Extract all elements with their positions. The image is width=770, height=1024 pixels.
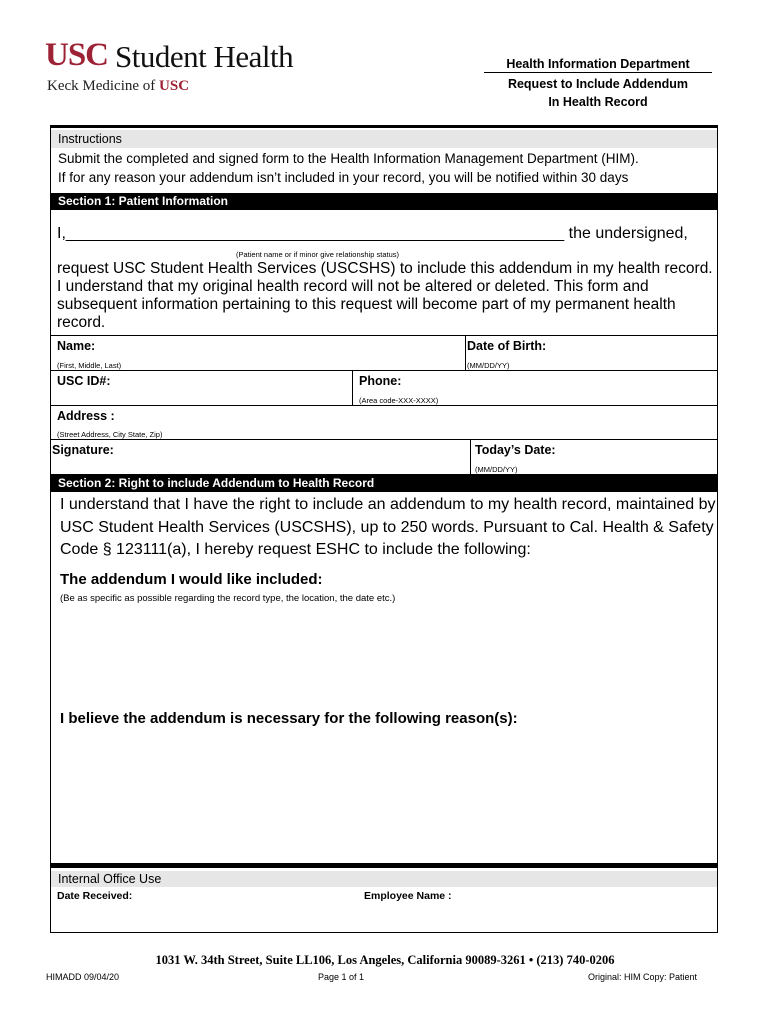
form-subtitle: In Health Record — [548, 95, 648, 109]
department-underline — [484, 72, 712, 73]
keck-prefix: Keck Medicine of — [47, 78, 160, 94]
keck-usc: USC — [159, 78, 190, 94]
form-id: HIMADD 09/04/20 — [46, 972, 120, 982]
instructions-line-2: If for any reason your addendum isn’t included in your record, you will be notified within 30 days — [58, 170, 629, 185]
office-heading: Internal Office Use — [51, 871, 717, 887]
address-field[interactable] — [125, 407, 710, 429]
instructions-line-1: Submit the completed and signed form to the Health Information Management Department (HIM). — [58, 151, 639, 166]
grid-line — [51, 335, 718, 336]
logo-usc-text: USC — [45, 37, 109, 73]
today-date-hint: (MM/DD/YY) — [475, 465, 518, 474]
today-date-field[interactable] — [565, 441, 715, 463]
today-date-label: Today’s Date: — [475, 443, 556, 457]
undersigned-suffix: the undersigned, — [564, 225, 688, 242]
uscid-label: USC ID#: — [57, 374, 111, 388]
instructions-text — [58, 149, 718, 187]
addendum-hint: (Be as specific as possible regarding the record type, the location, the date etc.) — [60, 593, 396, 604]
dob-hint: (MM/DD/YY) — [467, 361, 510, 370]
phone-label: Phone: — [359, 374, 402, 388]
uscid-field[interactable] — [120, 372, 348, 402]
reason-title: I believe the addendum is necessary for the following reason(s): — [60, 710, 518, 727]
form-title: Request to Include Addendum — [507, 77, 689, 91]
name-hint: (First, Middle, Last) — [57, 361, 122, 370]
signature-label: Signature: — [52, 443, 114, 457]
employee-name-label: Employee Name : — [364, 890, 452, 902]
grid-divider — [352, 370, 353, 405]
name-label: Name: — [57, 339, 96, 353]
grid-divider — [465, 335, 466, 370]
patient-name-hint: (Patient name or if minor give relationship status) — [236, 250, 399, 259]
grid-line — [51, 370, 718, 371]
reason-field[interactable] — [58, 735, 713, 855]
footer-address: 1031 W. 34th Street, Suite LL106, Los Angeles, California 90089-3261 • (213) 740-0206 — [155, 953, 615, 967]
dob-label: Date of Birth: — [467, 339, 547, 353]
signature-field[interactable] — [125, 441, 465, 471]
address-label: Address : — [57, 409, 115, 423]
addendum-field[interactable] — [58, 610, 713, 700]
department-title: Health Information Department — [506, 57, 690, 71]
section1-paragraph: request USC Student Health Services (USCSHS) to include this addendum in my health record. I understand that my original health record will not be altered or deleted. This form and subsequent information pertaining to this request will become part of my permanent health record. — [57, 260, 713, 331]
address-hint: (Street Address, City State, Zip) — [57, 430, 163, 439]
grid-line — [51, 439, 718, 440]
grid-divider — [470, 439, 471, 474]
copies-note: Original: HIM Copy: Patient — [588, 972, 698, 982]
section2-header: Section 2: Right to include Addendum to Health Record — [51, 475, 718, 492]
phone-field[interactable] — [410, 372, 710, 394]
dob-field[interactable] — [560, 337, 715, 359]
instructions-heading: Instructions — [51, 130, 717, 148]
logo-keck-text — [47, 78, 189, 95]
phone-hint: (Area code-XXX-XXXX) — [359, 396, 439, 405]
name-field[interactable] — [120, 337, 460, 359]
addendum-title: The addendum I would like included: — [60, 571, 323, 588]
undersigned-line — [57, 224, 688, 244]
section1-header: Section 1: Patient Information — [51, 193, 718, 210]
section2-paragraph: I understand that I have the right to include an addendum to my health record, maintained by USC Student Health Services (USCSHS), up to 250 words. Pursuant to Cal. Health & Safety Code § 123111(a), I hereby request ESHC to include the following: — [60, 496, 716, 558]
grid-line — [51, 405, 718, 406]
logo-student-health-text: Student Health — [115, 39, 294, 74]
date-received-label: Date Received: — [57, 890, 133, 902]
page-number: Page 1 of 1 — [318, 972, 365, 982]
undersigned-prefix: I, — [57, 225, 66, 242]
patient-name-blank[interactable]: ________________________________________________________ — [65, 225, 565, 242]
